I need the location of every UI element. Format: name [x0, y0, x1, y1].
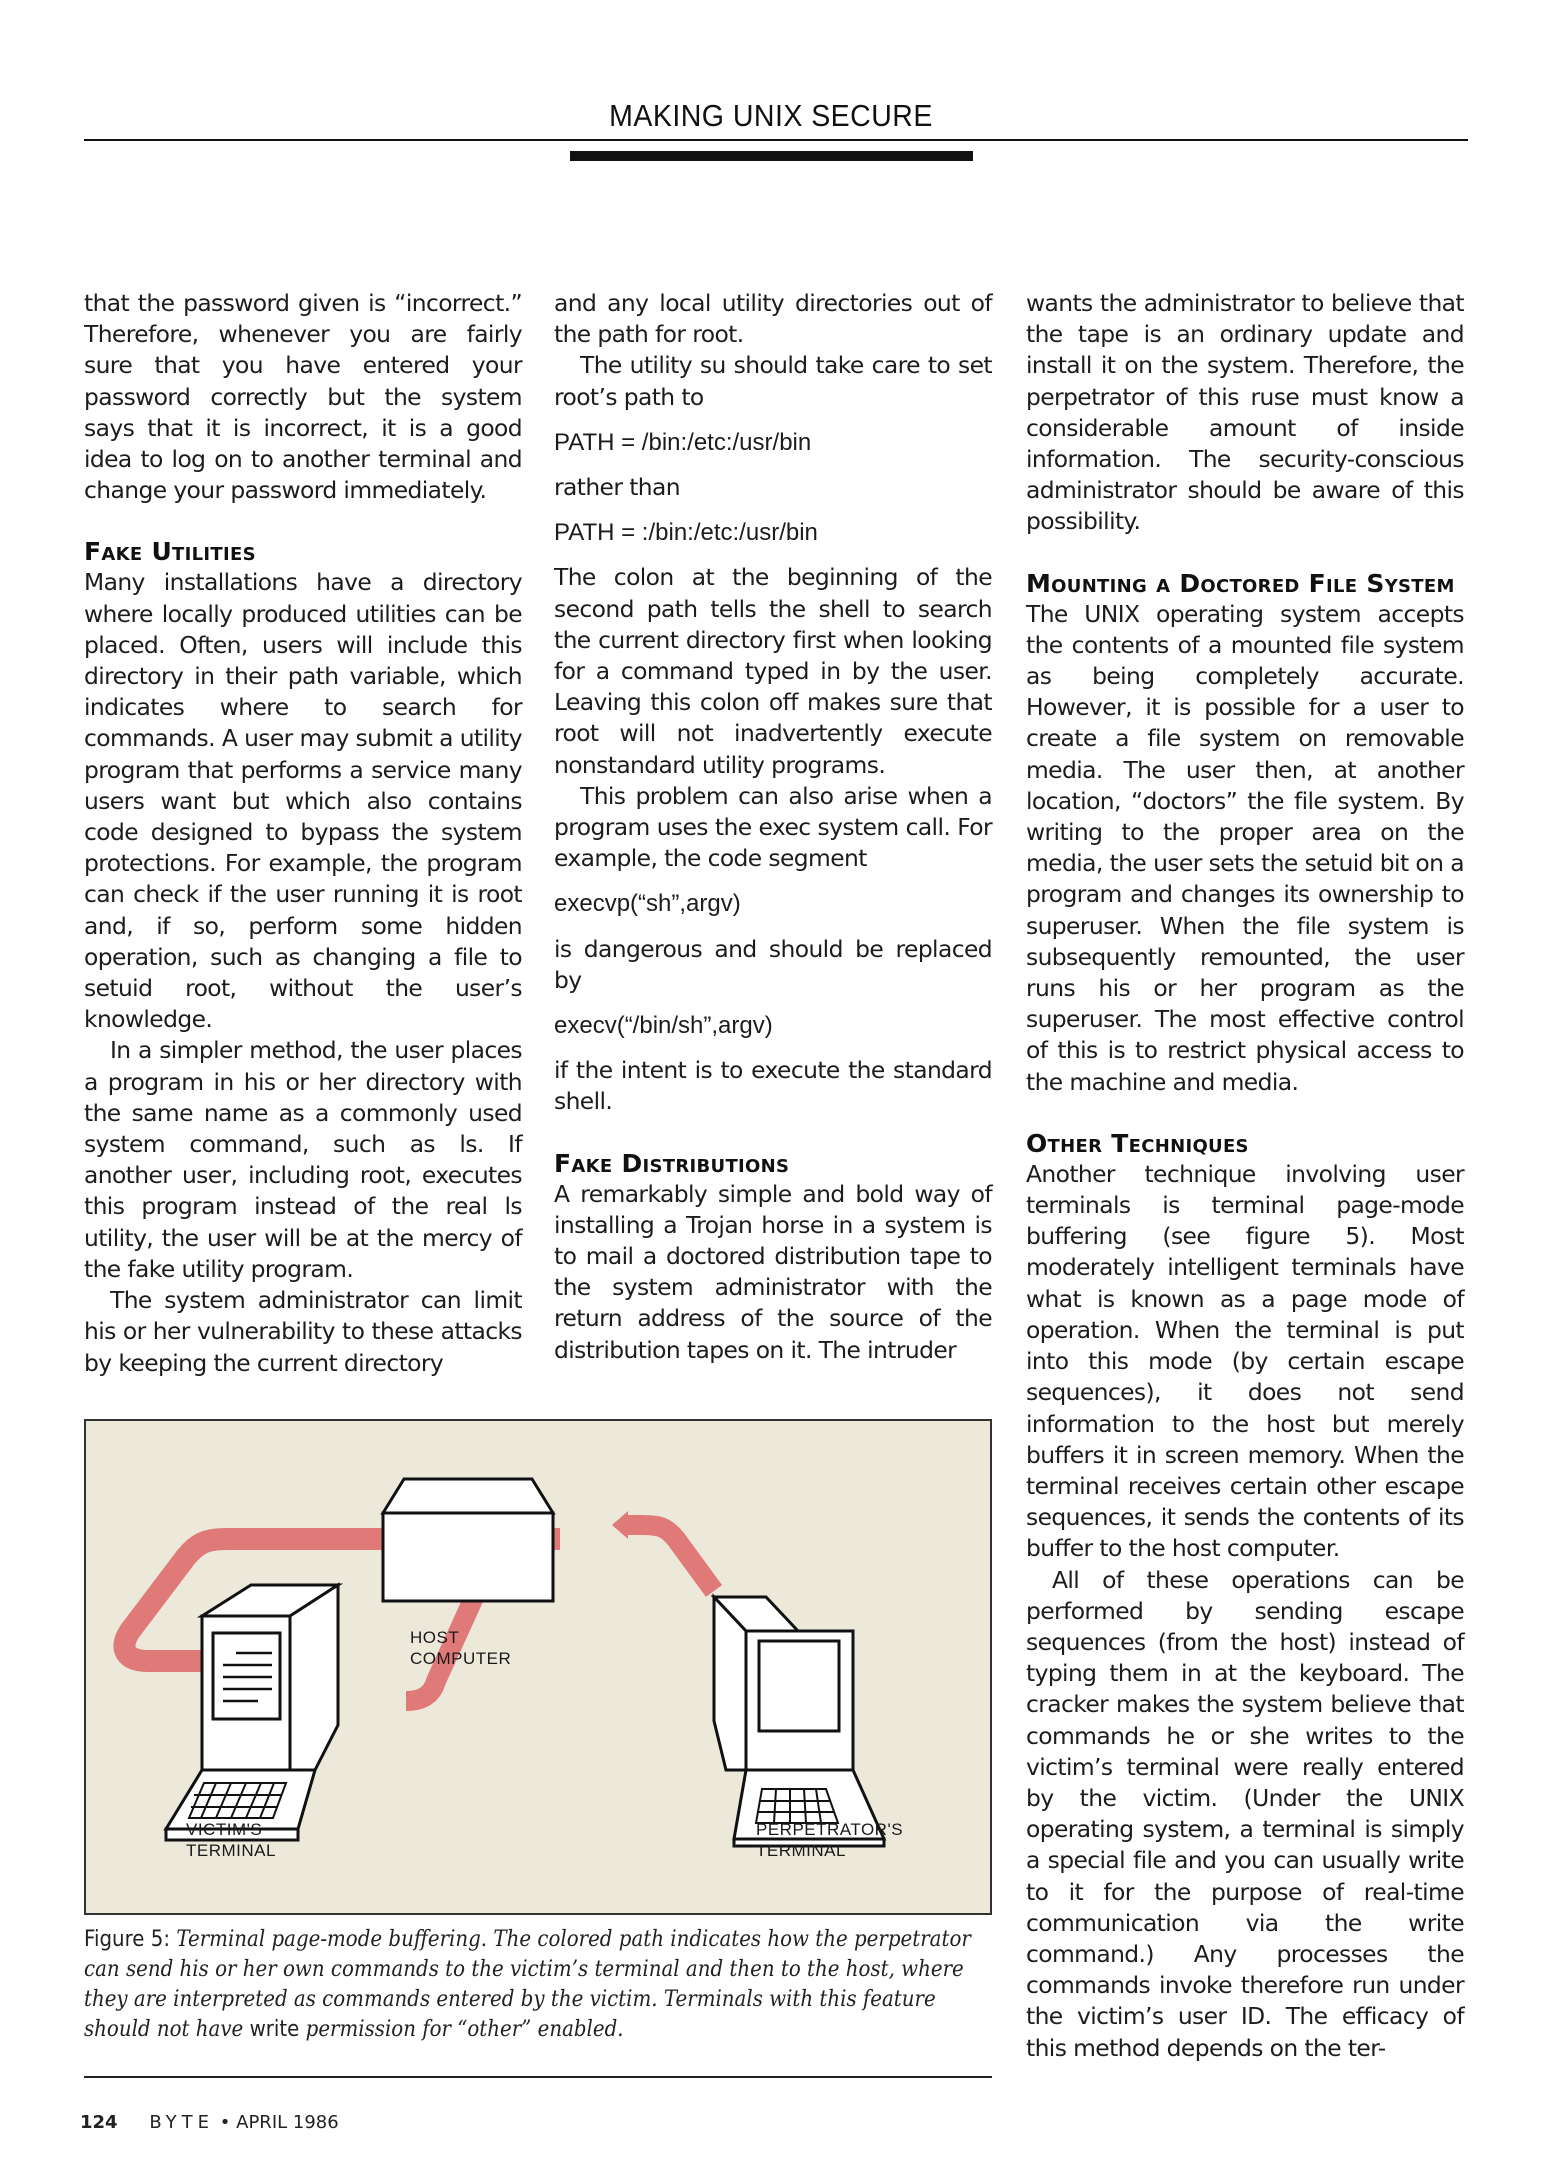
label-line: VICTIM'S [186, 1820, 263, 1839]
figure-caption [84, 1925, 993, 2045]
header-rule [84, 139, 1468, 141]
code-path-secure: PATH = /bin:/etc:/usr/bin [554, 428, 812, 456]
section-heading-fake-distributions: Fake Distributions [554, 1148, 790, 1178]
footer-separator: • [219, 2112, 231, 2133]
header-bar [570, 151, 973, 161]
label-line: TERMINAL [756, 1841, 846, 1860]
caption-write-command: write [249, 2017, 300, 2042]
perpetrator-terminal-icon [714, 1597, 884, 1846]
paragraph: that the password given is “incorrect.” Therefore, whenever you are fairly sure that you have entered your password correctly but the system says that it is incorrect, it is a good idea to log on to another terminal and change your password immediately. [84, 289, 522, 505]
paragraph: The colon at the beginning of the second path tells the shell to search the current directory first when looking for a command typed in by the user. Leaving this colon off makes sure that root will not inadvertently execute nonstandard utility programs. [554, 563, 992, 779]
paragraph: The system administrator can limit his or her vulnerability to these attacks by keeping the current directory [84, 1286, 522, 1377]
page-footer [80, 2112, 339, 2133]
column-1 [84, 288, 522, 1379]
label-line: COMPUTER [410, 1649, 512, 1668]
running-title: MAKING UNIX SECURE [609, 98, 933, 133]
perpetrator-terminal-label [756, 1819, 903, 1861]
arrow-head-icon [612, 1511, 628, 1539]
column-2 [554, 288, 992, 1366]
host-computer-icon [383, 1479, 553, 1601]
paragraph: A remarkably simple and bold way of installing a Trojan horse in a system is to mail a doctored distribution tape to the system administrator with the return address of the source of the distribution tapes on it. The intruder [554, 1179, 992, 1364]
issue-date: APRIL 1986 [236, 2112, 339, 2133]
figure-5-diagram [84, 1419, 992, 1915]
section-heading-mounting: Mounting a Doctored File System [1026, 568, 1455, 598]
paragraph: is dangerous and should be replaced by [554, 934, 992, 994]
paragraph: This problem can also arise when a program uses the exec system call. For example, the code segment [554, 781, 992, 873]
label-line: TERMINAL [186, 1841, 276, 1860]
host-computer-label [410, 1627, 511, 1669]
page-number: 124 [80, 2112, 118, 2133]
label-line: PERPETRATOR'S [756, 1820, 904, 1839]
label-line: HOST [410, 1628, 460, 1647]
paragraph: The UNIX operating system accepts the contents of a mounted file system as being completely accurate. However, it is possible for a user to create a file system on removable media. The user then, at another location, “doctors” the file system. By writing to the proper area on the media, the user sets the setuid bit on a program and changes its ownership to superuser. When the file system is subsequently remounted, the user runs his or her program as the superuser. The most effective control of this is to restrict physical access to the machine and media. [1026, 599, 1464, 1096]
magazine-name: BYTE [149, 2112, 215, 2133]
caption-text: permission for “other” enabled. [305, 2017, 624, 2042]
caption-text: Terminal page-mode buffering. The colored path indicates how the perpetrator can send his or her own commands to the victim’s terminal and then to the host, where they are interpreted as commands entered by the victim. Terminals with this feature should not have [84, 1927, 971, 2042]
paragraph: and any local utility directories out of the path for root. [554, 289, 992, 349]
code-path-insecure: PATH = :/bin:/etc:/usr/bin [554, 519, 818, 547]
paragraph: Many installations have a directory where locally produced utilities can be placed. Often, users will include this directory in their path variable, which indicates where to search for commands. A user may submit a utility program that performs a service many users want but which also contains code designed to bypass the system protections. For example, the program can check if the user running it is root and, if so, perform some hidden operation, such as changing a file to setuid root, without the user’s knowledge. [84, 568, 522, 1034]
paragraph: All of these operations can be performed by sending escape sequences (from the host) instead of typing them in at the keyboard. The cracker makes the system believe that commands he or she writes to the victim’s terminal were really entered by the victim. (Under the UNIX operating system, a terminal is simply a special file and you can usually write to it for the purpose of real-time communication via the write command.) Any processes the commands invoke therefore run under the victim’s user ID. The efficacy of this method depends on the ter- [1026, 1565, 1464, 2062]
path-perpetrator-to-host [626, 1525, 714, 1591]
figure-number: Figure 5: [84, 1927, 171, 1952]
paragraph: In a simpler method, the user places a program in his or her directory with the same name as a commonly used system command, such as ls. If another user, including root, executes this program instead of the real ls utility, the user will be at the mercy of the fake utility program. [84, 1036, 522, 1283]
section-heading-other-techniques: Other Techniques [1026, 1128, 1249, 1158]
paragraph: if the intent is to execute the standard shell. [554, 1056, 992, 1116]
paragraph: wants the administrator to believe that the tape is an ordinary update and install it on the system. Therefore, the perpetrator of this ruse must know a considerable amount of inside information. The security-conscious administrator should be aware of this possibility. [1026, 289, 1464, 536]
column-3 [1026, 288, 1464, 2064]
victim-terminal-label [186, 1819, 276, 1861]
code-execvp: execvp(“sh”,argv) [554, 890, 741, 918]
section-heading-fake-utilities: Fake Utilities [84, 537, 256, 567]
caption-rule [84, 2076, 992, 2078]
paragraph: Another technique involving user terminals is terminal page-mode buffering (see figure 5). Most moderately intelligent terminals have what is known as a page mode of operation. When the terminal is put into this mode (by certain escape sequences), it does not send information to the host but merely buffers it in screen memory. When the terminal receives certain other escape sequences, it sends the contents of its buffer to the host computer. [1026, 1159, 1464, 1563]
paragraph: rather than [554, 473, 680, 502]
paragraph: The utility su should take care to set root’s path to [554, 351, 992, 411]
code-execv: execv(“/bin/sh”,argv) [554, 1012, 773, 1040]
